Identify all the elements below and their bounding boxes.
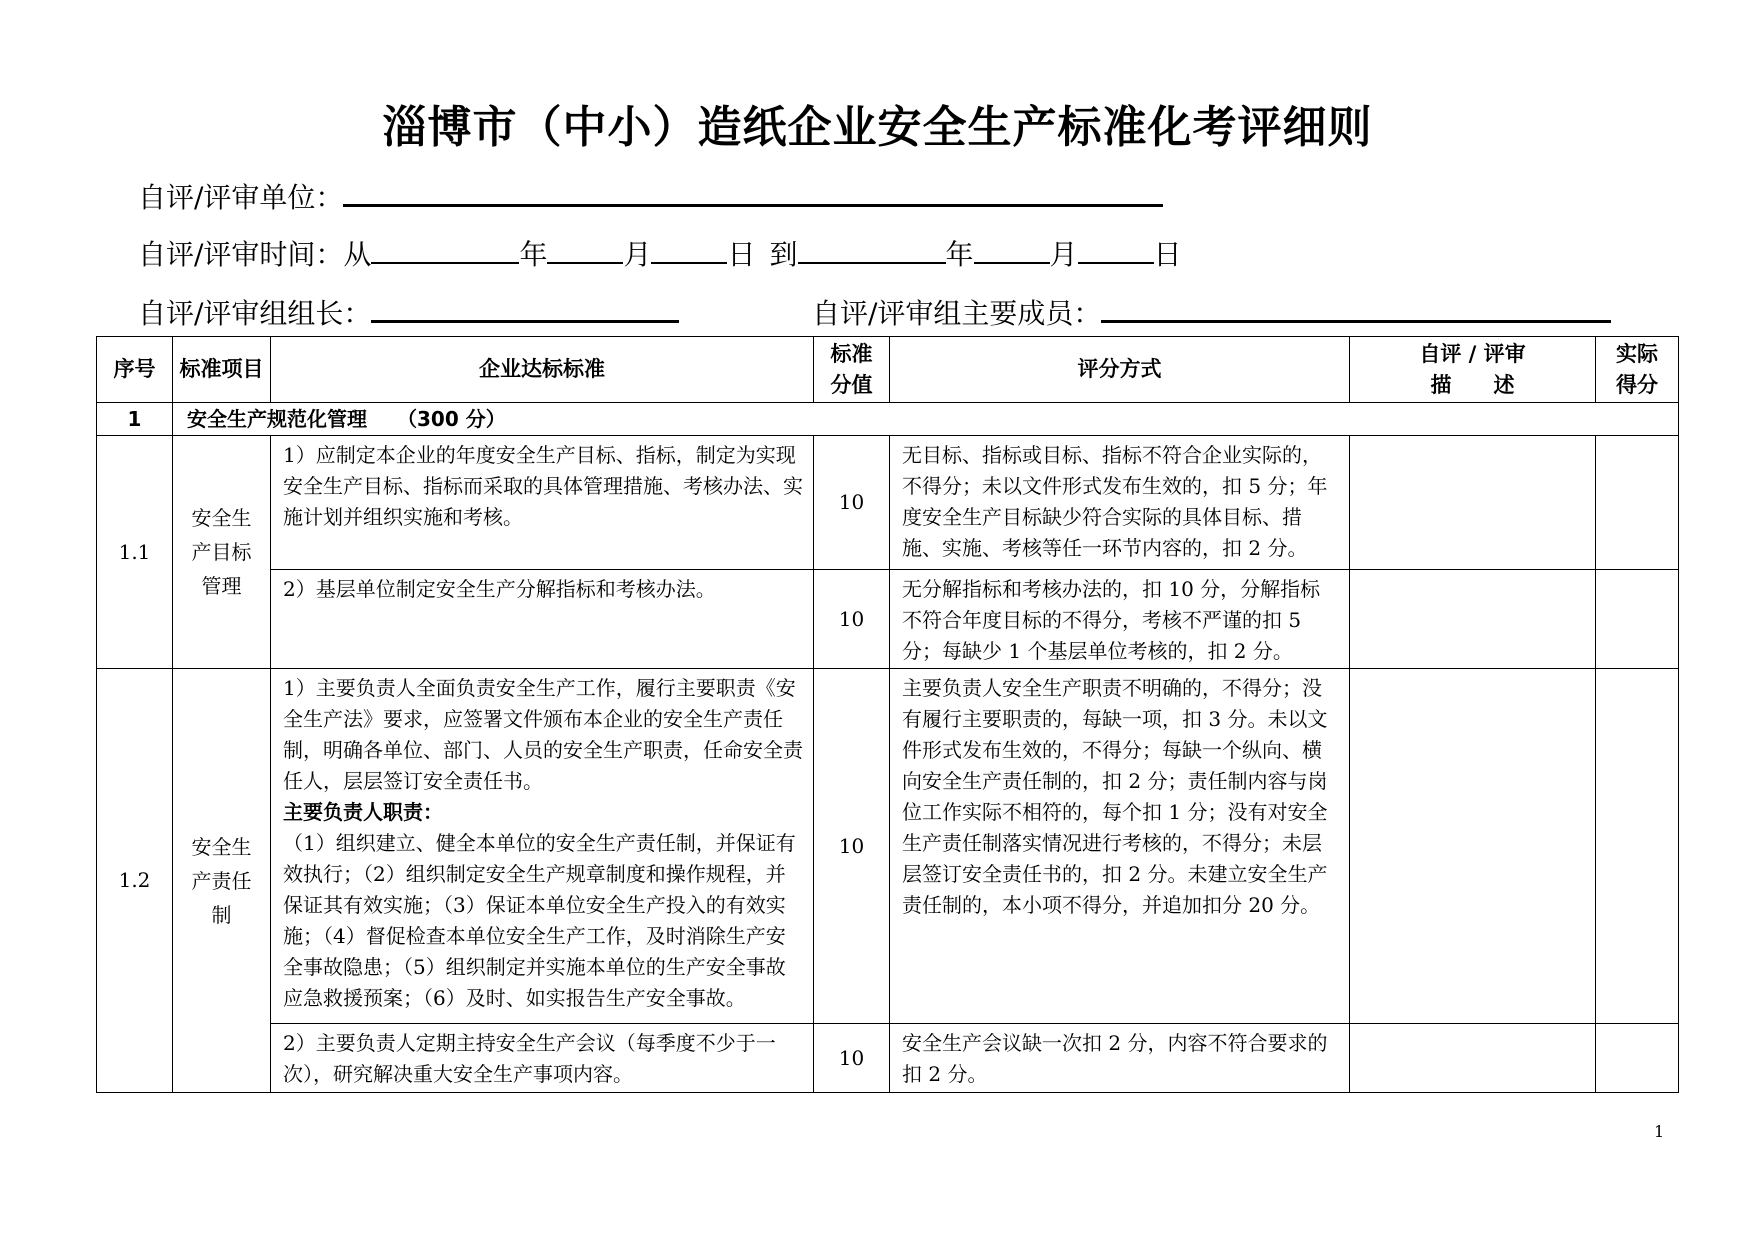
col-header-item: 标准项目 — [173, 337, 271, 403]
section-title: 安全生产规范化管理 （300 分） — [173, 403, 1679, 436]
desc-cell[interactable] — [1350, 436, 1596, 570]
col-header-method: 评分方式 — [890, 337, 1350, 403]
time-label: 自评/评审时间：从 — [138, 238, 372, 271]
points-cell: 10 — [814, 1024, 890, 1093]
row-item — [173, 436, 271, 669]
standard-duties: （1）组织建立、健全本单位的安全生产责任制，并保证有效执行；（2）组织制定安全生产规章制度和操作规程，并保证其有效实施；（3）保证本单位安全生产投入的有效实施；（4）督促检查本单位安全生产工作，及时消除生产安全事故隐患；（5）组织制定并实施本单位的生产安全事故应急救援预案；（6）及时、如实报告生产安全事故。 — [283, 831, 796, 1010]
members-blank — [1101, 292, 1611, 323]
unit-label: 自评/评审单位： — [138, 181, 344, 214]
to-day-label: 日 — [1153, 238, 1182, 271]
actual-score-cell[interactable] — [1596, 436, 1679, 570]
unit-blank — [343, 176, 1163, 207]
leader-line — [138, 292, 679, 334]
col-header-points — [814, 337, 890, 403]
method-cell: 主要负责人安全生产职责不明确的，不得分；没有履行主要职责的，每缺一项，扣 3 分。未以文件形式发布生效的，不得分；每缺一个纵向、横向安全生产责任制的，扣 2 分；责任制内容与岗位工作实际不相符的，每个扣 1 分；没有对安全生产责任制落实情况进行考核的，不得分；未层层签订安全责任书的，扣 2 分。未建立安全生产责任制的，本小项不得分，并追加扣分 20 分。 — [890, 669, 1350, 1024]
method-cell: 无目标、指标或目标、指标不符合企业实际的，不得分；未以文件形式发布生效的，扣 5 分；年度安全生产目标缺少符合实际的具体目标、措施、实施、考核等任一环节内容的，扣 2 分。 — [890, 436, 1350, 570]
members-label: 自评/评审组主要成员： — [812, 297, 1102, 330]
points-cell: 10 — [814, 436, 890, 570]
from-month-blank — [547, 234, 623, 264]
row-item-text: 安全生产目标管理 — [191, 506, 252, 598]
col-header-points-line1: 标准 — [830, 341, 873, 366]
table-row — [97, 436, 1679, 570]
method-cell: 无分解指标和考核办法的，扣 10 分，分解指标不符合年度目标的不得分，考核不严谨的扣 5 分；每缺少 1 个基层单位考核的，扣 2 分。 — [890, 570, 1350, 669]
to-month-label: 月 — [1049, 238, 1078, 271]
to-day-blank — [1078, 234, 1154, 264]
from-day-label: 日 — [727, 238, 756, 271]
row-item — [173, 669, 271, 1093]
section-row — [97, 403, 1679, 436]
to-year-blank — [798, 234, 946, 264]
col-header-desc-line2: 描 述 — [1430, 372, 1515, 397]
leader-label: 自评/评审组组长： — [138, 297, 372, 330]
standard-cell: 2）基层单位制定安全生产分解指标和考核办法。 — [271, 570, 814, 669]
time-line — [138, 234, 1182, 275]
standard-cell — [271, 669, 814, 1024]
desc-cell[interactable] — [1350, 570, 1596, 669]
standard-cell: 1）应制定本企业的年度安全生产目标、指标，制定为实现安全生产目标、指标而采取的具体管理措施、考核办法、实施计划并组织实施和考核。 — [271, 436, 814, 570]
leader-blank — [371, 292, 679, 323]
desc-cell[interactable] — [1350, 1024, 1596, 1093]
page-number: 1 — [1654, 1122, 1665, 1141]
standard-intro: 1）主要负责人全面负责安全生产工作，履行主要职责《安全生产法》要求，应签署文件颁布本企业的安全生产责任制，明确各单位、部门、人员的安全生产职责，任命安全责任人，层层签订安全责任书。 — [283, 676, 803, 793]
actual-score-cell[interactable] — [1596, 669, 1679, 1024]
col-header-standard: 企业达标标准 — [271, 337, 814, 403]
method-cell: 安全生产会议缺一次扣 2 分，内容不符合要求的扣 2 分。 — [890, 1024, 1350, 1093]
to-year-label: 年 — [945, 238, 974, 271]
to-label: 到 — [769, 238, 798, 271]
table-row — [97, 570, 1679, 669]
col-header-points-line2: 分值 — [830, 372, 873, 397]
from-year-blank — [371, 234, 519, 264]
to-month-blank — [974, 234, 1050, 264]
col-header-desc — [1350, 337, 1596, 403]
assessment-table — [96, 336, 1679, 1093]
table-header-row — [97, 337, 1679, 403]
from-day-blank — [651, 234, 727, 264]
table-row — [97, 1024, 1679, 1093]
desc-cell[interactable] — [1350, 669, 1596, 1024]
actual-score-cell[interactable] — [1596, 570, 1679, 669]
page-title: 淄博市（中小）造纸企业安全生产标准化考评细则 — [382, 102, 1373, 153]
col-header-actual-line1: 实际 — [1616, 341, 1658, 366]
table-row — [97, 669, 1679, 1024]
row-number: 1.2 — [97, 669, 173, 1093]
col-header-desc-line1: 自评 / 评审 — [1419, 341, 1526, 366]
row-item-text: 安全生产责任制 — [191, 834, 252, 927]
unit-line — [138, 176, 1163, 218]
standard-subheading: 主要负责人职责： — [283, 800, 443, 824]
from-month-label: 月 — [623, 238, 652, 271]
col-header-actual — [1596, 337, 1679, 403]
col-header-actual-line2: 得分 — [1616, 372, 1658, 397]
col-header-no: 序号 — [97, 337, 173, 403]
actual-score-cell[interactable] — [1596, 1024, 1679, 1093]
standard-cell: 2）主要负责人定期主持安全生产会议（每季度不少于一次），研究解决重大安全生产事项内容。 — [271, 1024, 814, 1093]
row-number: 1.1 — [97, 436, 173, 669]
section-number: 1 — [97, 403, 173, 436]
from-year-label: 年 — [519, 238, 548, 271]
points-cell: 10 — [814, 570, 890, 669]
points-cell: 10 — [814, 669, 890, 1024]
members-line — [812, 292, 1611, 334]
